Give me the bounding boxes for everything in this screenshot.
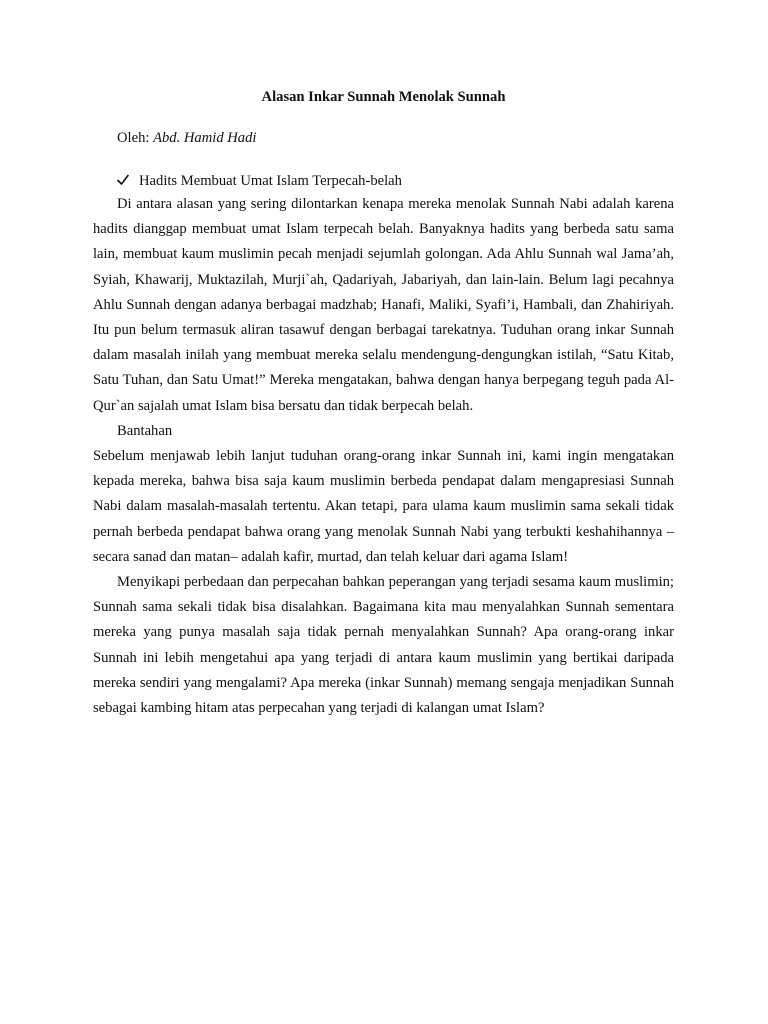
paragraph-1: Di antara alasan yang sering dilontarkan kenapa mereka menolak Sunnah Nabi adalah karena hadits dianggap membuat umat Islam terpecah belah. Banyaknya hadits yang berbeda satu sama lain, membuat kaum muslimin pecah menjadi sejumlah golongan. Ada Ahlu Sunnah wal Jama’ah, Syiah, Khawarij, Muktazilah, Murji`ah, Qadariyah, Jabariyah, dan lain-lain. Belum lagi pecahnya Ahlu Sunnah dengan adanya berbagai madzhab; Hanafi, Maliki, Syafi’i, Hambali, dan Zhahiriyah. Itu pun belum termasuk aliran tasawuf dengan berbagai tarekatnya. Tuduhan orang inkar Sunnah dalam masalah inilah yang membuat mereka selalu mendengung-dengungkan istilah, “Satu Kitab, Satu Tuhan, dan Satu Umat!” Mereka mengatakan, bahwa dengan hanya berpegang teguh pada Al-Qur`an sajalah umat Islam bisa bersatu dan tidak berpecah belah. [93,196,674,414]
document-title: Alasan Inkar Sunnah Menolak Sunnah [261,89,506,105]
author-prefix: Oleh: [117,130,154,146]
paragraph-3: Menyikapi perbedaan dan perpecahan bahkan peperangan yang terjadi sesama kaum muslimin; Sunnah sama sekali tidak bisa disalahkan. Bagaimana kita mau menyalahkan Sunnah sementara mereka yang punya masalah saja tidak pernah menyalahkan Sunnah? Apa orang-orang inkar Sunnah ini lebih mengetahui apa yang terjadi di antara kaum muslimin yang bertikai daripada mereka sendiri yang mengalami? Apa mereka (inkar Sunnah) memang sengaja menjadikan Sunnah sebagai kambing hitam atas perpecahan yang terjadi di kalangan umat Islam? [93,574,674,717]
section-heading: Bantahan [117,422,173,439]
author-name: Abd. Hamid Hadi [153,130,257,146]
author-line [93,127,674,149]
bullet-text: Hadits Membuat Umat Islam Terpecah-belah [139,173,402,189]
paragraph-2: Sebelum menjawab lebih lanjut tuduhan orang-orang inkar Sunnah ini, kami ingin mengatakan kepada mereka, bahwa bisa saja kaum muslimin berbeda pendapat dalam mengapresiasi Sunnah Nabi dalam masalah-masalah tertentu. Akan tetapi, para ulama kaum muslimin sama sekali tidak pernah berbeda pendapat bahwa orang yang menolak Sunnah Nabi yang terbukti keshahihannya –secara sanad dan matan– adalah kafir, murtad, dan telah keluar dari agama Islam! [93,448,674,565]
bullet-item [93,170,674,192]
document-page [93,86,674,721]
check-icon [117,170,139,192]
